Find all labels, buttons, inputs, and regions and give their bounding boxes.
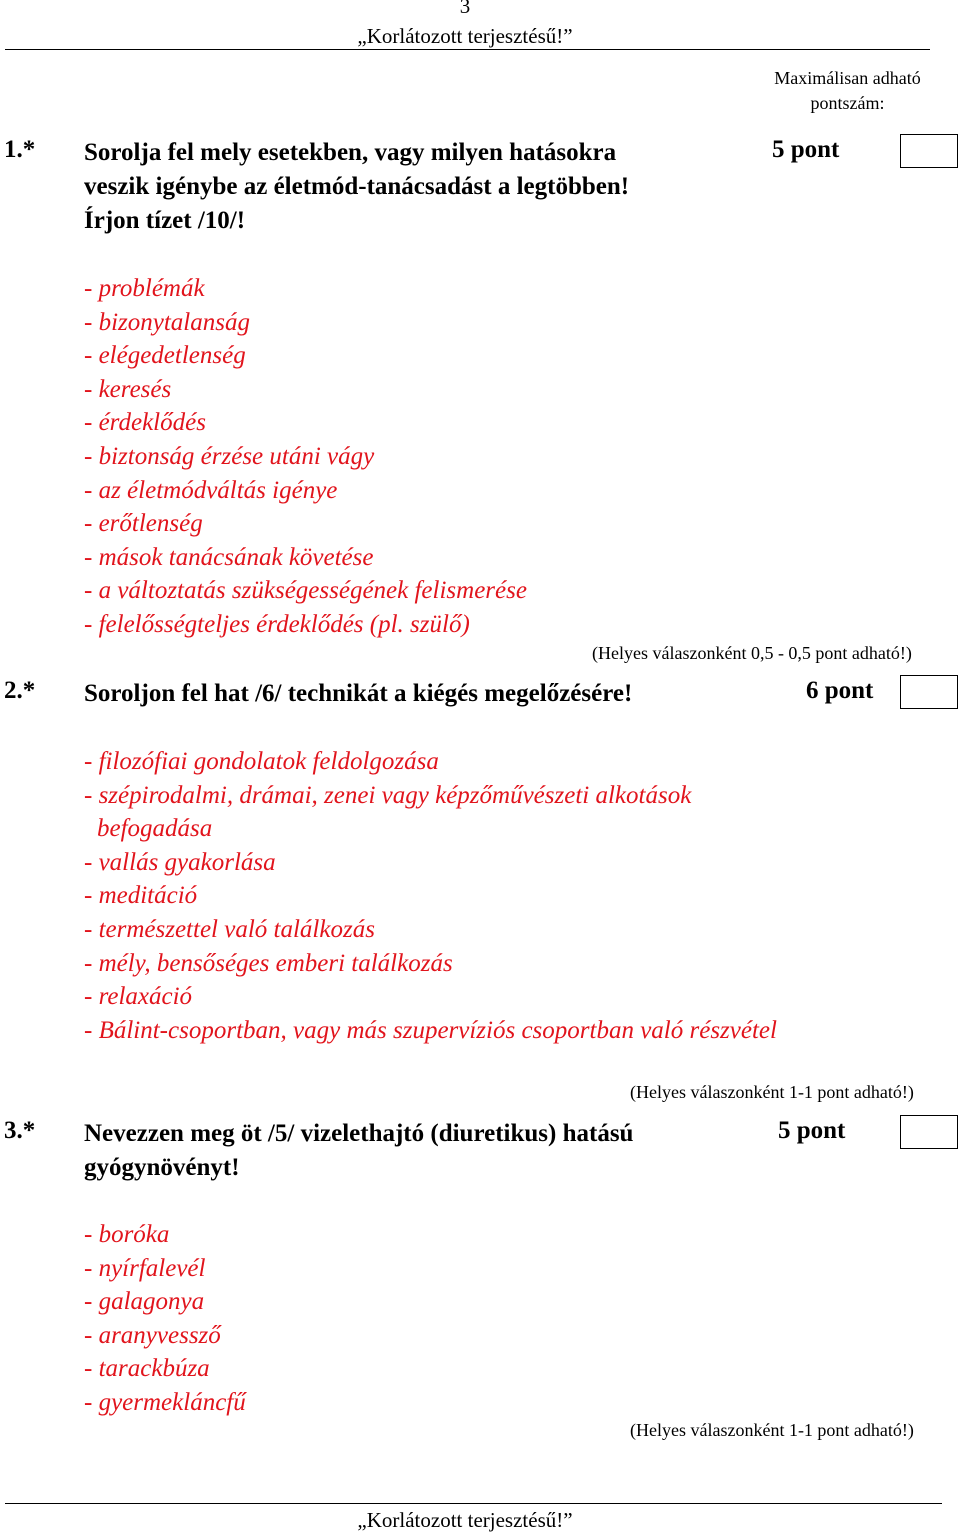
question-3-line-2: gyógynövényt! [84,1154,240,1181]
answer-item: - elégedetlenség [84,342,246,370]
answer-item: - vallás gyakorlása [84,848,276,876]
question-3-score-box[interactable] [900,1115,958,1149]
question-3-line-1: Nevezzen meg öt /5/ vizelethajtó (diuretikus) hatású [84,1120,634,1147]
question-1-score-box[interactable] [900,134,958,168]
answer-item: - tarackbúza [84,1355,210,1383]
header-rule [5,49,930,50]
footer-title: „Korlátozott terjesztésű!” [357,1508,573,1532]
question-3-text [84,1117,633,1185]
answer-item: - keresés [84,375,172,403]
answer-item: - a változtatás szükségességének felismerése [84,577,527,605]
question-3-answers [84,1218,246,1420]
question-1-line-3: Írjon tízet /10/! [84,207,246,234]
answer-item: - aranyvessző [84,1321,221,1349]
answer-item: - érdeklődés [84,409,206,437]
answer-item: - boróka [84,1221,170,1248]
answer-item: - mások tanácsának követése [84,543,374,571]
answer-item: - Bálint-csoportban, vagy más szupervíziós csoportban való részvétel [84,1016,777,1044]
question-1-text [84,136,629,238]
answer-item: - mély, bensőséges emberi találkozás [84,949,453,977]
question-2-answers [84,745,777,1047]
max-points-label: Maximálisan adható pontszám: [774,68,921,113]
answer-item: - gyermekláncfű [84,1388,246,1416]
footer-rule [5,1503,942,1504]
answer-item: - felelősségteljes érdeklődés (pl. szülő) [84,610,470,638]
answer-item: - problémák [84,275,205,302]
answer-item: - biztonság érzése utáni vágy [84,442,375,470]
question-3-number: 3.* [4,1117,36,1144]
answer-item: - nyírfalevél [84,1254,206,1282]
question-1-points: 5 pont [772,136,840,163]
answer-item: befogadása [97,815,213,843]
question-3-scoring-note: (Helyes válaszonként 1-1 pont adható!) [630,1420,914,1440]
question-1-answers [84,272,527,642]
question-3-points: 5 pont [778,1117,846,1144]
question-2-number: 2.* [4,677,36,704]
question-1-line-1: Sorolja fel mely esetekben, vagy milyen hatásokra [84,139,617,166]
answer-item: - az életmódváltás igénye [84,476,338,504]
question-2-line-1: Soroljon fel hat /6/ technikát a kiégés megelőzésére! [84,680,633,707]
answer-item: - galagonya [84,1288,205,1316]
answer-item: - természettel való találkozás [84,915,375,943]
answer-item: - meditáció [84,882,198,910]
question-1-scoring-note: (Helyes válaszonként 0,5 - 0,5 pont adható!) [592,643,912,663]
header-title: „Korlátozott terjesztésű!” [357,24,573,48]
answer-item: - filozófiai gondolatok feldolgozása [84,748,439,775]
question-1-number: 1.* [4,136,36,163]
question-2-points: 6 pont [806,677,874,704]
answer-item: - szépirodalmi, drámai, zenei vagy képzőművészeti alkotások [84,781,692,809]
page-number: 3 [459,0,471,18]
question-2-scoring-note: (Helyes válaszonként 1-1 pont adható!) [630,1082,914,1102]
answer-item: - erőtlenség [84,510,203,538]
question-2-score-box[interactable] [900,675,958,709]
answer-item: - relaxáció [84,983,193,1011]
question-1-line-2: veszik igénybe az életmód-tanácsadást a legtöbben! [84,173,630,200]
question-2-text [84,677,632,711]
answer-item: - bizonytalanság [84,308,250,336]
